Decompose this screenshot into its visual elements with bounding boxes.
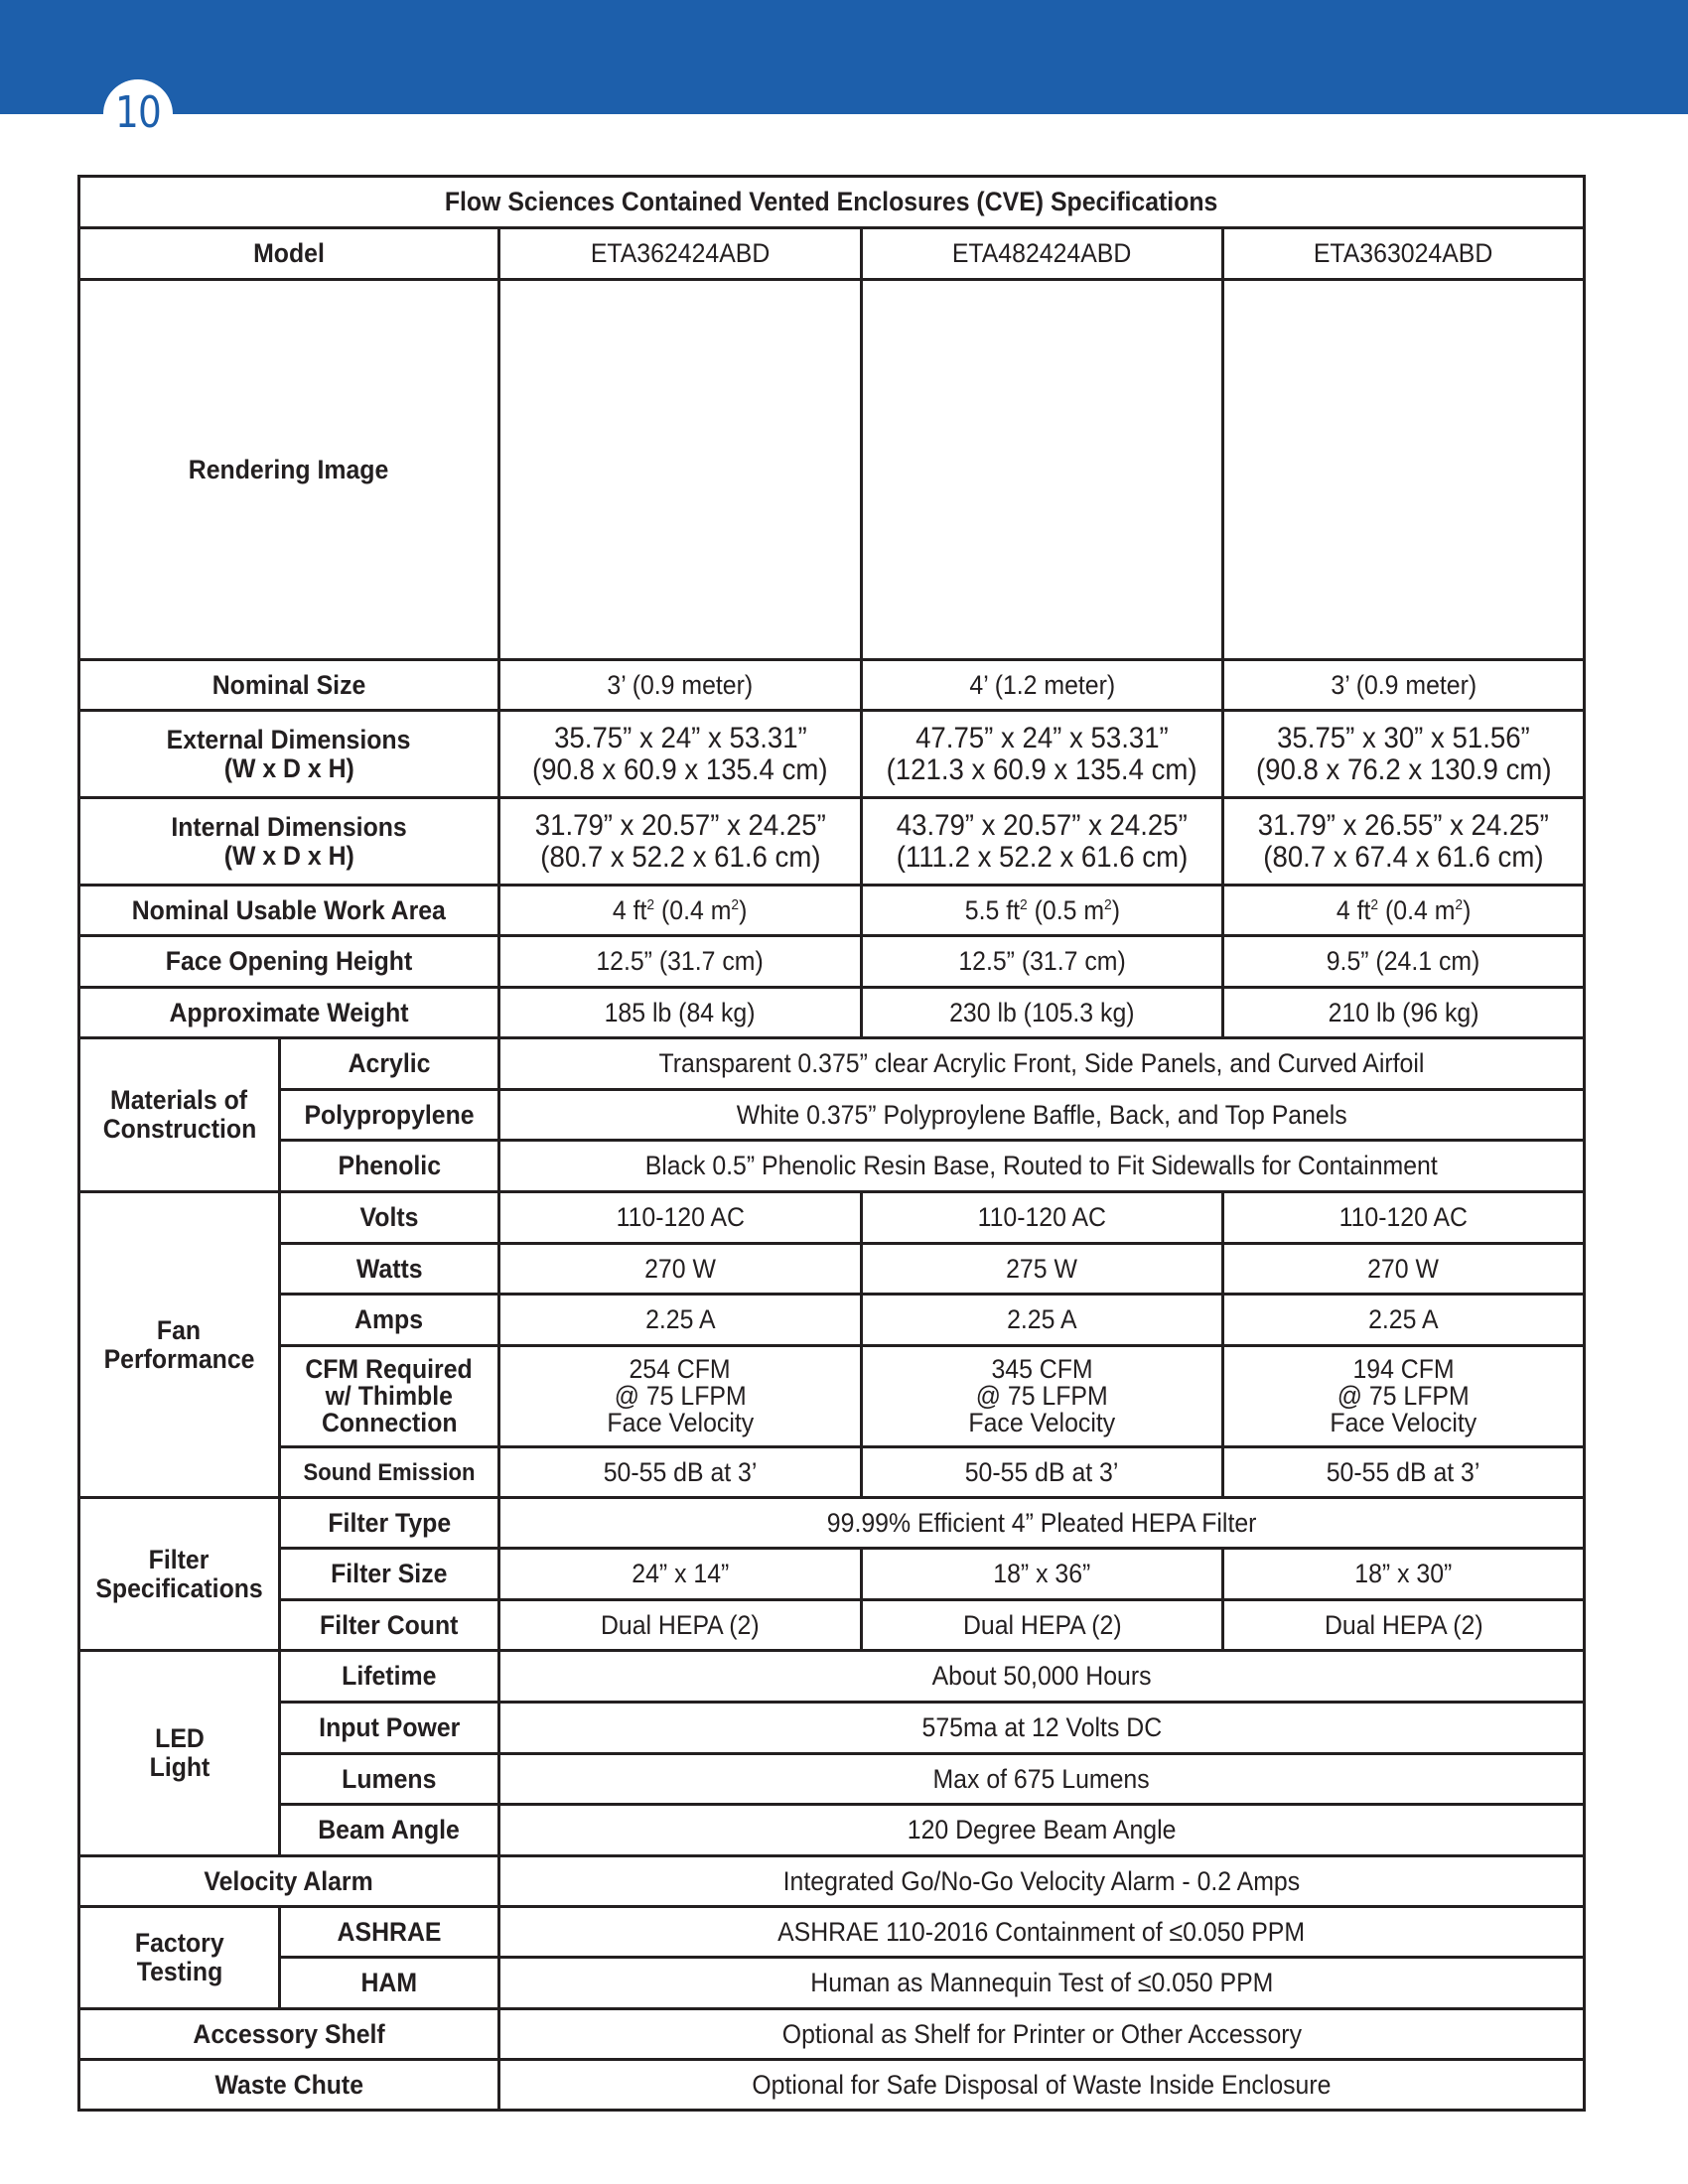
table-row-lumens bbox=[79, 1754, 1585, 1805]
face-opening-1: 12.5” (31.7 cm) bbox=[499, 936, 862, 988]
accessory-shelf-value: Optional as Shelf for Printer or Other Accessory bbox=[499, 2009, 1585, 2060]
row-label-weight: Approximate Weight bbox=[79, 988, 499, 1038]
table-row-phenolic bbox=[79, 1141, 1585, 1192]
row-label-rendering: Rendering Image bbox=[79, 280, 499, 660]
weight-1: 185 lb (84 kg) bbox=[499, 988, 862, 1038]
watts-3: 270 W bbox=[1223, 1244, 1585, 1295]
table-title: Flow Sciences Contained Vented Enclosures (CVE) Specifications bbox=[79, 177, 1585, 228]
specifications-table bbox=[77, 175, 1586, 2112]
nominal-size-3: 3’ (0.9 meter) bbox=[1223, 660, 1585, 711]
work-area-3: 4 $ft^2$ (0.4 $m^2$) bbox=[1223, 886, 1585, 936]
group-label-materials: Materials of Construction bbox=[79, 1038, 280, 1192]
group-label-led: LED Light bbox=[79, 1651, 280, 1856]
row-label-input-power: Input Power bbox=[280, 1703, 499, 1754]
row-label-accessory-shelf: Accessory Shelf bbox=[79, 2009, 499, 2060]
phenolic-value: Black 0.5” Phenolic Resin Base, Routed to Fit Sidewalls for Containment bbox=[499, 1141, 1585, 1192]
filter-size-1: 24” x 14” bbox=[499, 1549, 862, 1600]
table-row-cfm bbox=[79, 1346, 1585, 1447]
table-row-filter-size bbox=[79, 1549, 1585, 1600]
table-row-internal-dimensions bbox=[79, 798, 1585, 886]
cfm-1: 254 CFM @ 75 LFPM Face Velocity bbox=[499, 1346, 862, 1447]
table-row-velocity-alarm bbox=[79, 1856, 1585, 1907]
row-label-amps: Amps bbox=[280, 1295, 499, 1346]
row-label-filter-type: Filter Type bbox=[280, 1498, 499, 1549]
row-label-ham: HAM bbox=[280, 1958, 499, 2009]
beam-angle-value: 120 Degree Beam Angle bbox=[499, 1805, 1585, 1856]
table-row-nominal-size bbox=[79, 660, 1585, 711]
row-label-work-area: Nominal Usable Work Area bbox=[79, 886, 499, 936]
volts-2: 110-120 AC bbox=[862, 1192, 1223, 1244]
row-label-lifetime: Lifetime bbox=[280, 1651, 499, 1703]
amps-2: 2.25 A bbox=[862, 1295, 1223, 1346]
row-label-velocity-alarm: Velocity Alarm bbox=[79, 1856, 499, 1907]
page-number: 10 bbox=[115, 87, 161, 138]
row-label-nominal-size: Nominal Size bbox=[79, 660, 499, 711]
ham-value: Human as Mannequin Test of ≤0.050 PPM bbox=[499, 1958, 1585, 2009]
weight-3: 210 lb (96 kg) bbox=[1223, 988, 1585, 1038]
table-row-acrylic bbox=[79, 1038, 1585, 1090]
internal-dimensions-2: 43.79” x 20.57” x 24.25” (111.2 x 52.2 x 61.6 cm) bbox=[862, 798, 1223, 886]
volts-1: 110-120 AC bbox=[499, 1192, 862, 1244]
row-label-watts: Watts bbox=[280, 1244, 499, 1295]
row-label-internal-dimensions: Internal Dimensions (W x D x H) bbox=[79, 798, 499, 886]
velocity-alarm-value: Integrated Go/No-Go Velocity Alarm - 0.2 Amps bbox=[499, 1856, 1585, 1907]
row-label-filter-count: Filter Count bbox=[280, 1600, 499, 1651]
table-row-accessory-shelf bbox=[79, 2009, 1585, 2060]
group-label-filter: Filter Specifications bbox=[79, 1498, 280, 1651]
table-row-input-power bbox=[79, 1703, 1585, 1754]
nominal-size-2: 4’ (1.2 meter) bbox=[862, 660, 1223, 711]
table-row-ashrae bbox=[79, 1907, 1585, 1958]
face-opening-3: 9.5” (24.1 cm) bbox=[1223, 936, 1585, 988]
watts-2: 275 W bbox=[862, 1244, 1223, 1295]
filter-count-3: Dual HEPA (2) bbox=[1223, 1600, 1585, 1651]
watts-1: 270 W bbox=[499, 1244, 862, 1295]
row-label-face-opening: Face Opening Height bbox=[79, 936, 499, 988]
sound-1: 50-55 dB at 3’ bbox=[499, 1447, 862, 1498]
table-row-filter-count bbox=[79, 1600, 1585, 1651]
filter-type-value: 99.99% Efficient 4” Pleated HEPA Filter bbox=[499, 1498, 1585, 1549]
ashrae-value: ASHRAE 110-2016 Containment of ≤0.050 PPM bbox=[499, 1907, 1585, 1958]
row-label-sound: Sound Emission bbox=[280, 1447, 499, 1498]
row-label-acrylic: Acrylic bbox=[280, 1038, 499, 1090]
amps-1: 2.25 A bbox=[499, 1295, 862, 1346]
filter-count-1: Dual HEPA (2) bbox=[499, 1600, 862, 1651]
external-dimensions-1: 35.75” x 24” x 53.31” (90.8 x 60.9 x 135.4 cm) bbox=[499, 711, 862, 798]
row-label-phenolic: Phenolic bbox=[280, 1141, 499, 1192]
header-bar bbox=[0, 0, 1688, 114]
face-opening-2: 12.5” (31.7 cm) bbox=[862, 936, 1223, 988]
table-row-polypropylene bbox=[79, 1090, 1585, 1141]
lifetime-value: About 50,000 Hours bbox=[499, 1651, 1585, 1703]
amps-3: 2.25 A bbox=[1223, 1295, 1585, 1346]
table-row-waste-chute bbox=[79, 2060, 1585, 2111]
table-title-row bbox=[79, 177, 1585, 228]
external-dimensions-2: 47.75” x 24” x 53.31” (121.3 x 60.9 x 135.4 cm) bbox=[862, 711, 1223, 798]
rendering-image-3 bbox=[1223, 280, 1585, 660]
row-label-lumens: Lumens bbox=[280, 1754, 499, 1805]
table-row-filter-type bbox=[79, 1498, 1585, 1549]
row-label-filter-size: Filter Size bbox=[280, 1549, 499, 1600]
lumens-value: Max of 675 Lumens bbox=[499, 1754, 1585, 1805]
row-label-external-dimensions: External Dimensions (W x D x H) bbox=[79, 711, 499, 798]
row-label-ashrae: ASHRAE bbox=[280, 1907, 499, 1958]
row-label-model: Model bbox=[79, 228, 499, 280]
table-row-lifetime bbox=[79, 1651, 1585, 1703]
table-row-sound bbox=[79, 1447, 1585, 1498]
acrylic-value: Transparent 0.375” clear Acrylic Front, Side Panels, and Curved Airfoil bbox=[499, 1038, 1585, 1090]
row-label-polypropylene: Polypropylene bbox=[280, 1090, 499, 1141]
rendering-image-1 bbox=[499, 280, 862, 660]
model-1: ETA362424ABD bbox=[499, 228, 862, 280]
row-label-beam-angle: Beam Angle bbox=[280, 1805, 499, 1856]
table-row-work-area bbox=[79, 886, 1585, 936]
nominal-size-1: 3’ (0.9 meter) bbox=[499, 660, 862, 711]
group-label-fan: Fan Performance bbox=[79, 1192, 280, 1498]
rendering-image-2 bbox=[862, 280, 1223, 660]
input-power-value: 575ma at 12 Volts DC bbox=[499, 1703, 1585, 1754]
table-row-weight bbox=[79, 988, 1585, 1038]
row-label-waste-chute: Waste Chute bbox=[79, 2060, 499, 2111]
work-area-1: 4 $ft^2$ (0.4 $m^2$) bbox=[499, 886, 862, 936]
table-row-external-dimensions bbox=[79, 711, 1585, 798]
group-label-factory-testing: Factory Testing bbox=[79, 1907, 280, 2009]
model-3: ETA363024ABD bbox=[1223, 228, 1585, 280]
table-row-amps bbox=[79, 1295, 1585, 1346]
table-row-face-opening bbox=[79, 936, 1585, 988]
table-row-ham bbox=[79, 1958, 1585, 2009]
sound-2: 50-55 dB at 3’ bbox=[862, 1447, 1223, 1498]
weight-2: 230 lb (105.3 kg) bbox=[862, 988, 1223, 1038]
sound-3: 50-55 dB at 3’ bbox=[1223, 1447, 1585, 1498]
row-label-cfm: CFM Required w/ Thimble Connection bbox=[280, 1346, 499, 1447]
table-row-watts bbox=[79, 1244, 1585, 1295]
row-label-volts: Volts bbox=[280, 1192, 499, 1244]
table-row-beam-angle bbox=[79, 1805, 1585, 1856]
table-row-model bbox=[79, 228, 1585, 280]
filter-size-2: 18” x 36” bbox=[862, 1549, 1223, 1600]
cfm-3: 194 CFM @ 75 LFPM Face Velocity bbox=[1223, 1346, 1585, 1447]
waste-chute-value: Optional for Safe Disposal of Waste Inside Enclosure bbox=[499, 2060, 1585, 2111]
external-dimensions-3: 35.75” x 30” x 51.56” (90.8 x 76.2 x 130.9 cm) bbox=[1223, 711, 1585, 798]
filter-count-2: Dual HEPA (2) bbox=[862, 1600, 1223, 1651]
filter-size-3: 18” x 30” bbox=[1223, 1549, 1585, 1600]
work-area-2: 5.5 $ft^2$ (0.5 $m^2$) bbox=[862, 886, 1223, 936]
internal-dimensions-3: 31.79” x 26.55” x 24.25” (80.7 x 67.4 x 61.6 cm) bbox=[1223, 798, 1585, 886]
volts-3: 110-120 AC bbox=[1223, 1192, 1585, 1244]
table-row-volts bbox=[79, 1192, 1585, 1244]
table-row-rendering bbox=[79, 280, 1585, 660]
model-2: ETA482424ABD bbox=[862, 228, 1223, 280]
internal-dimensions-1: 31.79” x 20.57” x 24.25” (80.7 x 52.2 x 61.6 cm) bbox=[499, 798, 862, 886]
cfm-2: 345 CFM @ 75 LFPM Face Velocity bbox=[862, 1346, 1223, 1447]
polypropylene-value: White 0.375” Polyproylene Baffle, Back, and Top Panels bbox=[499, 1090, 1585, 1141]
